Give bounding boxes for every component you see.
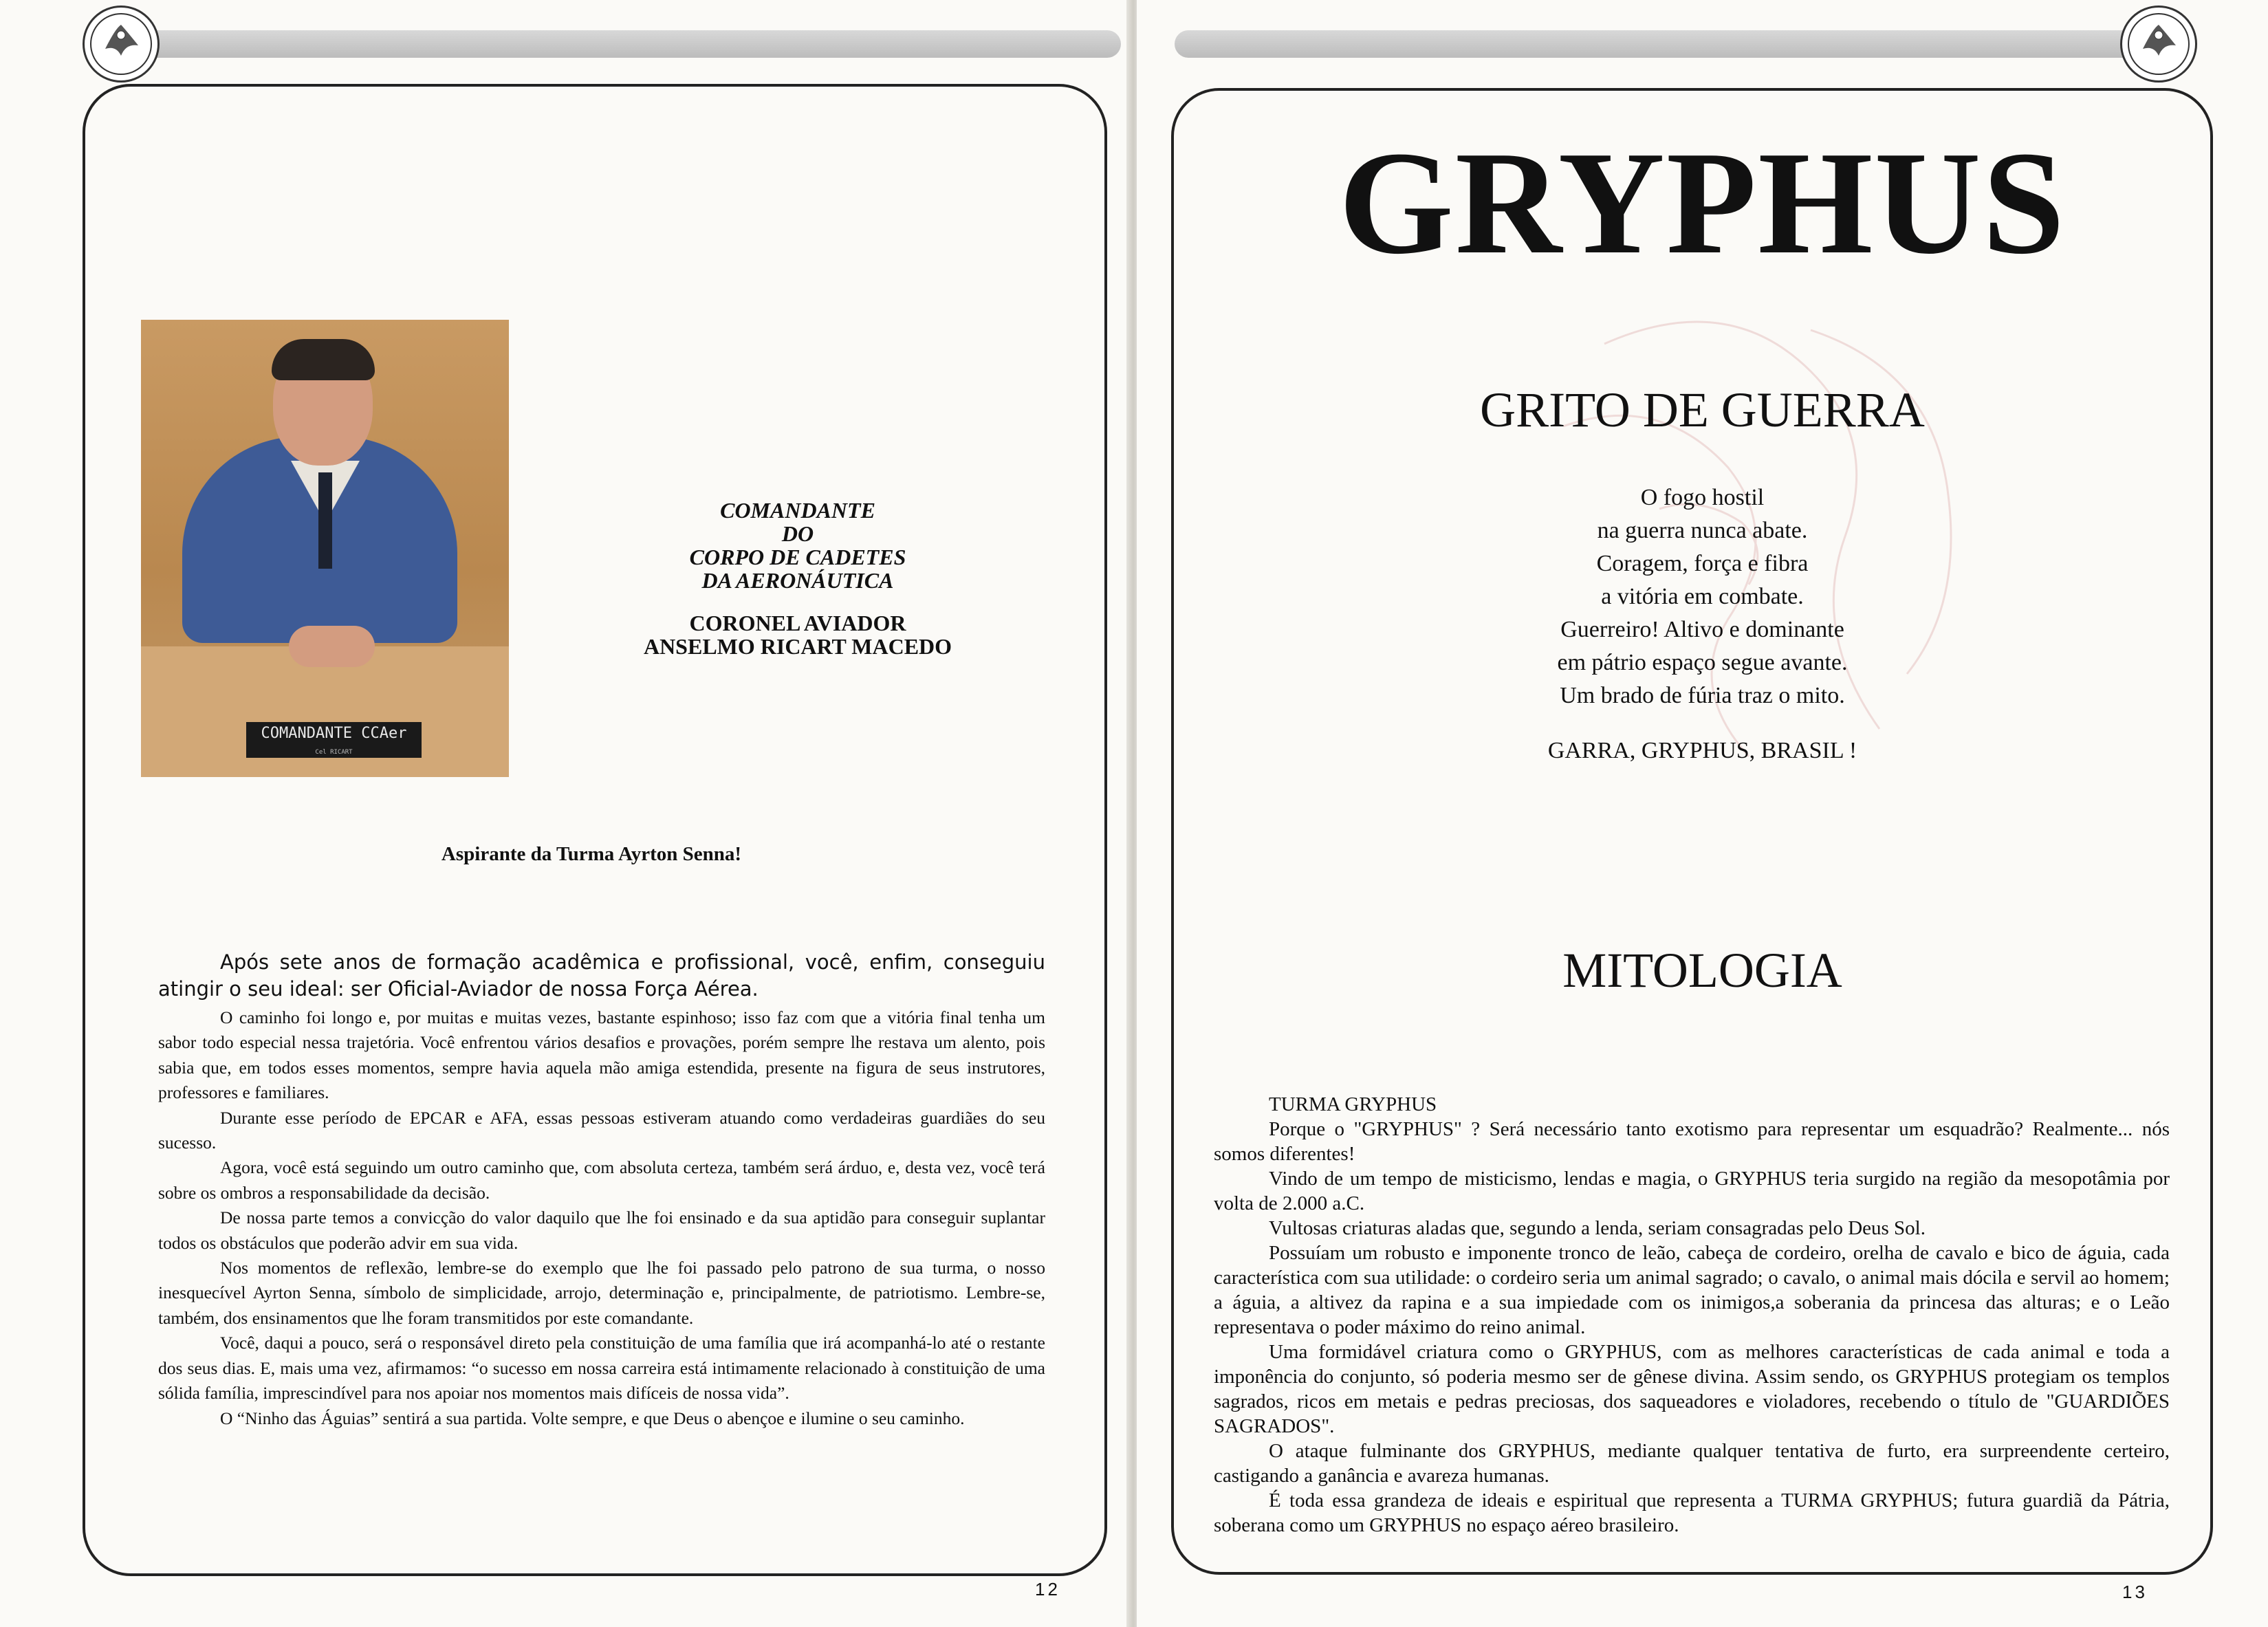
- poem-line: O fogo hostil: [1640, 485, 1765, 510]
- poem-line: na guerra nunca abate.: [1597, 518, 1808, 543]
- nameplate: [246, 722, 422, 758]
- title-line: DA AERONÁUTICA: [701, 568, 894, 593]
- title-line: DO: [781, 521, 814, 546]
- poem-line: Coragem, força e fibra: [1596, 551, 1809, 576]
- poem-line: em pátrio espaço segue avante.: [1557, 650, 1848, 675]
- brand-title: GRYPHUS: [1338, 120, 2067, 285]
- paragraph: Você, daqui a pouco, será o responsável direto pela constituição de uma família que irá acompanhá-lo até o restante dos seus dias. E, mais uma vez, afirmamos: “o sucesso em nossa carreira está intimamente relacionado à constituição de uma sólida família, imprescindível para nos apoiar nos momentos mais difíceis de nossa vida”.: [158, 1333, 1045, 1404]
- paragraph: Uma formidável criatura como o GRYPHUS, com as melhores características de cada animal e toda a imponência do conjunto, só poderia mesmo ser de gênese divina. Assim sendo, os GRYPHUS protegiam os templos sagrados, ricos em metais e pedras preciosas, dos saqueadores e violadores, recebendo o título de "GUARDIÕES SAGRADOS".: [1214, 1341, 2170, 1437]
- letter-body: [158, 949, 1045, 1431]
- header-bar: [1175, 30, 2137, 58]
- paragraph: O “Ninho das Águias” sentirá a sua partida. Volte sempre, e que Deus o abençoe e ilumine o seu caminho.: [220, 1408, 965, 1428]
- commander-title-block: [605, 499, 990, 658]
- section-title-grito: GRITO DE GUERRA: [1480, 382, 1925, 437]
- paragraph: Porque o "GRYPHUS" ? Será necessário tanto exotismo para representar um esquadrão? Realmente... nós somos diferentes!: [1214, 1118, 2170, 1165]
- paragraph: Nos momentos de reflexão, lembre-se do exemplo que lhe foi passado pelo patrono de sua turma, o nosso inesquecível Ayrton Senna, símbolo de simplicidade, arrojo, determinação e, principalmente, de patriotismo. Lembre-se, também, dos ensinamentos que lhe foram transmitidos por este comandante.: [158, 1258, 1045, 1328]
- header-bar: [131, 30, 1121, 58]
- left-page: [0, 0, 1131, 1627]
- paragraph: De nossa parte temos a convicção do valor daquilo que lhe foi ensinado e da sua aptidão para conseguir suplantar todos os obstáculos que poderão advir em sua vida.: [158, 1208, 1045, 1253]
- paragraph: Vultosas criaturas aladas que, segundo a lenda, seriam consagradas pelo Deus Sol.: [1269, 1217, 1926, 1239]
- paragraph: Durante esse período de EPCAR e AFA, essas pessoas estiveram atuando como verdadeiras guardiães do seu sucesso.: [158, 1107, 1045, 1153]
- poem-line: Um brado de fúria traz o mito.: [1560, 683, 1845, 708]
- section-title-mitologia: MITOLOGIA: [1562, 943, 1842, 998]
- commander-photo: [141, 320, 509, 777]
- nameplate-text: COMANDANTE CCAer: [261, 725, 407, 742]
- nameplate-subtext: Cel RICART: [315, 749, 353, 756]
- poem-line: Guerreiro! Altivo e dominante: [1560, 617, 1844, 642]
- greeting-heading: Aspirante da Turma Ayrton Senna!: [441, 843, 742, 865]
- war-poem: [1137, 481, 2268, 712]
- paragraph: É toda essa grandeza de ideais e espiritual que representa a TURMA GRYPHUS; futura guardiã da Pátria, soberana como um GRYPHUS no espaço aéreo brasileiro.: [1214, 1489, 2170, 1536]
- crest-emblem-icon: [83, 6, 160, 83]
- name-line: CORONEL AVIADOR: [689, 611, 906, 635]
- paragraph: Após sete anos de formação acadêmica e profissional, você, enfim, conseguiu atingir o seu ideal: ser Oficial-Aviador de nossa Força Aérea.: [158, 950, 1045, 1001]
- page-number: 13: [2122, 1582, 2148, 1602]
- title-line: COMANDANTE: [720, 498, 875, 523]
- paragraph: O ataque fulminante dos GRYPHUS, mediante qualquer tentativa de furto, era surpreendente certeiro, castigando a ganância e avareza humanas.: [1214, 1440, 2170, 1487]
- crest-emblem-icon: [2120, 6, 2197, 83]
- title-line: CORPO DE CADETES: [689, 545, 906, 569]
- page-number: 12: [1035, 1579, 1060, 1599]
- section-label: TURMA GRYPHUS: [1269, 1093, 1437, 1115]
- right-page: [1137, 0, 2268, 1627]
- name-line: ANSELMO RICART MACEDO: [643, 634, 952, 659]
- mythology-body: [1214, 1092, 2170, 1538]
- paragraph: O caminho foi longo e, por muitas e muitas vezes, bastante espinhoso; isso faz com que a vitória final tenha um sabor todo especial nessa trajetória. Você enfrentou vários desafios e provações, porém sempre lhe restava um alento, pois sabia que, em todos esses momentos, sempre havia aquela mão amiga estendida, presente na figura de seus instrutores, professores e familiares.: [158, 1007, 1045, 1103]
- paragraph: Vindo de um tempo de misticismo, lendas e magia, o GRYPHUS teria surgido na região da mesopotâmia por volta de 2.000 a.C.: [1214, 1168, 2170, 1214]
- poem-line: a vitória em combate.: [1601, 584, 1804, 609]
- paragraph: Agora, você está seguindo um outro caminho que, com absoluta certeza, também será árduo, e, desta vez, você terá sobre os ombros a responsabilidade da decisão.: [158, 1157, 1045, 1203]
- paragraph: Possuíam um robusto e imponente tronco de leão, cabeça de cordeiro, orelha de cavalo e bico de águia, cada característica com sua utilidade: o cordeiro seria um animal sagrado; o cavalo, o animal mais dócila e servil ao homem; a águia, a altivez da rapina e a sua impiedade com os inimigos,a soberania da princesa das alturas; e o Leão representava o poder máximo do reino animal.: [1214, 1242, 2170, 1338]
- war-cry: GARRA, GRYPHUS, BRASIL !: [1547, 738, 1857, 763]
